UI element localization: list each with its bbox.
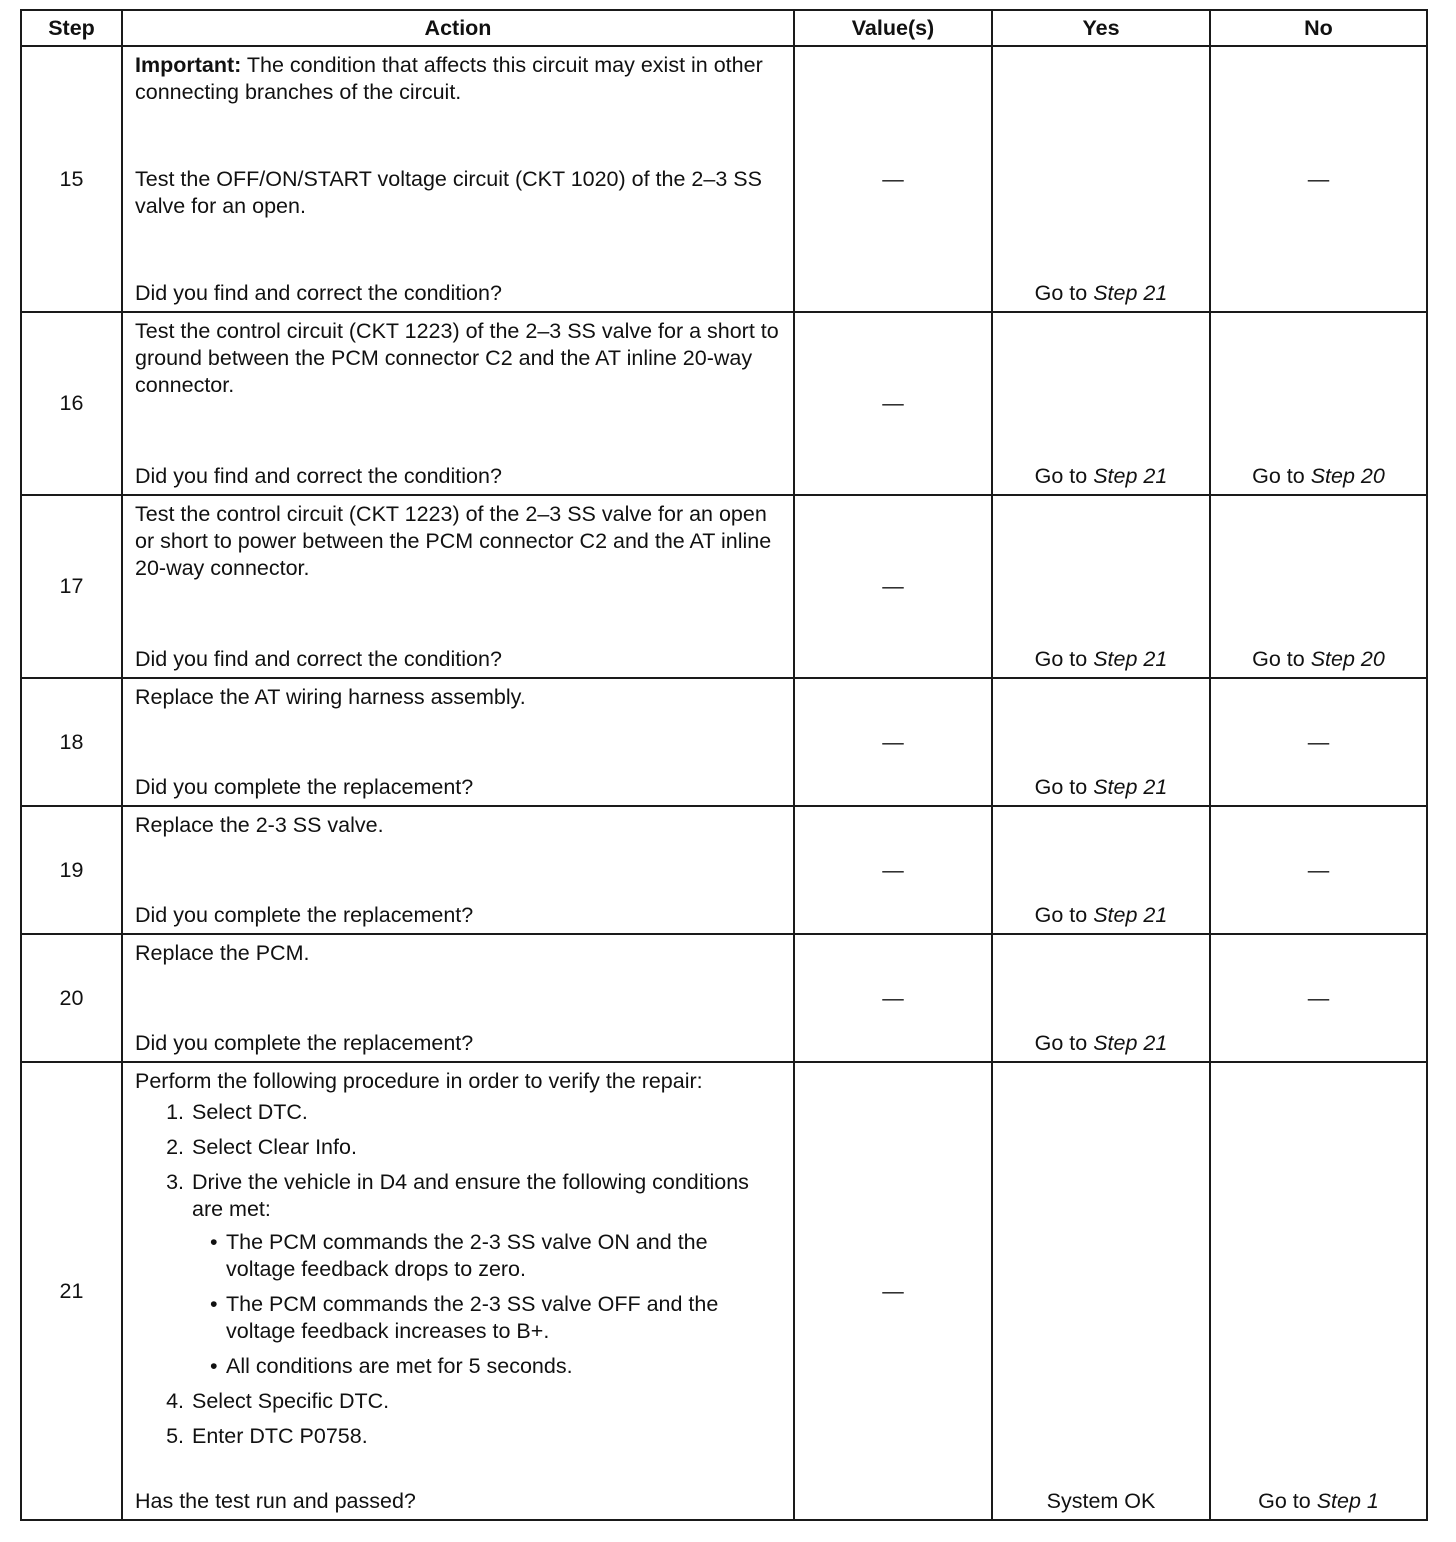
diagnostic-table	[20, 9, 1428, 1521]
goto-prefix: Go to	[1034, 464, 1088, 488]
procedure-step: 4. Select Specific DTC.	[190, 1388, 781, 1415]
step-number: 21	[21, 1062, 122, 1520]
goto-prefix: Go to	[1258, 1489, 1311, 1513]
table-row-step-17	[21, 495, 1427, 678]
yes-cell	[992, 46, 1210, 312]
step-number: 15	[21, 46, 122, 312]
yes-step-ref: Step 21	[1093, 281, 1168, 305]
no-cell: —	[1210, 934, 1427, 1062]
condition-item: • The PCM commands the 2-3 SS valve OFF and the voltage feedback increases to B+.	[226, 1291, 781, 1345]
no-step-ref: Step 20	[1310, 464, 1385, 488]
action-question: Did you complete the replacement?	[135, 775, 474, 799]
condition-list	[192, 1229, 781, 1380]
action-question: Did you find and correct the condition?	[135, 464, 502, 488]
yes-step-ref: Step 21	[1093, 903, 1168, 927]
yes-step-ref: Step 21	[1093, 464, 1168, 488]
value-cell: —	[794, 46, 992, 312]
yes-step-ref: Step 21	[1093, 1031, 1168, 1055]
col-header-values: Value(s)	[794, 10, 992, 46]
col-header-yes: Yes	[992, 10, 1210, 46]
value-cell: —	[794, 1062, 992, 1520]
step-number: 20	[21, 934, 122, 1062]
value-cell: —	[794, 678, 992, 806]
value-cell: —	[794, 312, 992, 495]
col-header-step: Step	[21, 10, 122, 46]
yes-cell: System OK	[992, 1062, 1210, 1520]
action-cell	[122, 312, 794, 495]
action-question: Did you find and correct the condition?	[135, 647, 502, 671]
yes-cell	[992, 312, 1210, 495]
procedure-list	[135, 1099, 781, 1450]
procedure-step: 2. Select Clear Info.	[190, 1134, 781, 1161]
step-number: 16	[21, 312, 122, 495]
action-text: Replace the AT wiring harness assembly.	[135, 685, 526, 709]
header-row	[21, 10, 1427, 46]
goto-prefix: Go to	[1034, 647, 1088, 671]
table-row-step-15	[21, 46, 1427, 312]
action-question: Did you find and correct the condition?	[135, 281, 502, 305]
procedure-intro: Perform the following procedure in order to verify the repair:	[135, 1069, 703, 1093]
table-row-step-21	[21, 1062, 1427, 1520]
action-text: Test the control circuit (CKT 1223) of the 2–3 SS valve for a short to ground between the PCM connector C2 and the AT inline 20-way connector.	[135, 319, 779, 397]
yes-cell	[992, 806, 1210, 934]
table-row-step-19	[21, 806, 1427, 934]
value-cell: —	[794, 806, 992, 934]
col-header-no: No	[1210, 10, 1427, 46]
table-row-step-20	[21, 934, 1427, 1062]
procedure-step: 1. Select DTC.	[190, 1099, 781, 1126]
goto-prefix: Go to	[1034, 775, 1088, 799]
yes-cell	[992, 678, 1210, 806]
condition-item: • The PCM commands the 2-3 SS valve ON and the voltage feedback drops to zero.	[226, 1229, 781, 1283]
goto-prefix: Go to	[1034, 281, 1088, 305]
action-text: Test the control circuit (CKT 1223) of the 2–3 SS valve for an open or short to power between the PCM connector C2 and the AT inline 20-way connector.	[135, 502, 772, 580]
no-cell	[1210, 495, 1427, 678]
action-cell	[122, 934, 794, 1062]
condition-item: • All conditions are met for 5 seconds.	[226, 1353, 781, 1380]
procedure-step: 5. Enter DTC P0758.	[190, 1423, 781, 1450]
no-cell	[1210, 312, 1427, 495]
value-cell: —	[794, 934, 992, 1062]
action-question: Has the test run and passed?	[135, 1489, 416, 1513]
table-row-step-18	[21, 678, 1427, 806]
procedure-step-text: Drive the vehicle in D4 and ensure the following conditions are met:	[192, 1170, 749, 1221]
no-step-ref: Step 1	[1316, 1489, 1379, 1513]
action-text: Test the OFF/ON/START voltage circuit (CKT 1020) of the 2–3 SS valve for an open.	[135, 167, 762, 218]
yes-cell	[992, 934, 1210, 1062]
action-cell	[122, 678, 794, 806]
col-header-action: Action	[122, 10, 794, 46]
important-label: Important:	[135, 53, 242, 77]
procedure-step	[190, 1169, 781, 1380]
action-text: Replace the PCM.	[135, 941, 310, 965]
yes-step-ref: Step 21	[1093, 647, 1168, 671]
goto-prefix: Go to	[1034, 1031, 1088, 1055]
action-question: Did you complete the replacement?	[135, 903, 474, 927]
no-cell: —	[1210, 806, 1427, 934]
yes-cell	[992, 495, 1210, 678]
important-text: The condition that affects this circuit may exist in other connecting branches of the circuit.	[135, 53, 763, 104]
action-cell	[122, 1062, 794, 1520]
table-row-step-16	[21, 312, 1427, 495]
step-number: 17	[21, 495, 122, 678]
no-cell: —	[1210, 46, 1427, 312]
step-number: 19	[21, 806, 122, 934]
value-cell: —	[794, 495, 992, 678]
action-text: Replace the 2-3 SS valve.	[135, 813, 384, 837]
no-cell	[1210, 1062, 1427, 1520]
goto-prefix: Go to	[1252, 464, 1305, 488]
action-cell	[122, 806, 794, 934]
action-cell	[122, 495, 794, 678]
no-cell: —	[1210, 678, 1427, 806]
goto-prefix: Go to	[1034, 903, 1088, 927]
yes-step-ref: Step 21	[1093, 775, 1168, 799]
step-number: 18	[21, 678, 122, 806]
no-step-ref: Step 20	[1310, 647, 1385, 671]
action-question: Did you complete the replacement?	[135, 1031, 474, 1055]
important-note	[135, 52, 781, 106]
goto-prefix: Go to	[1252, 647, 1305, 671]
action-cell	[122, 46, 794, 312]
